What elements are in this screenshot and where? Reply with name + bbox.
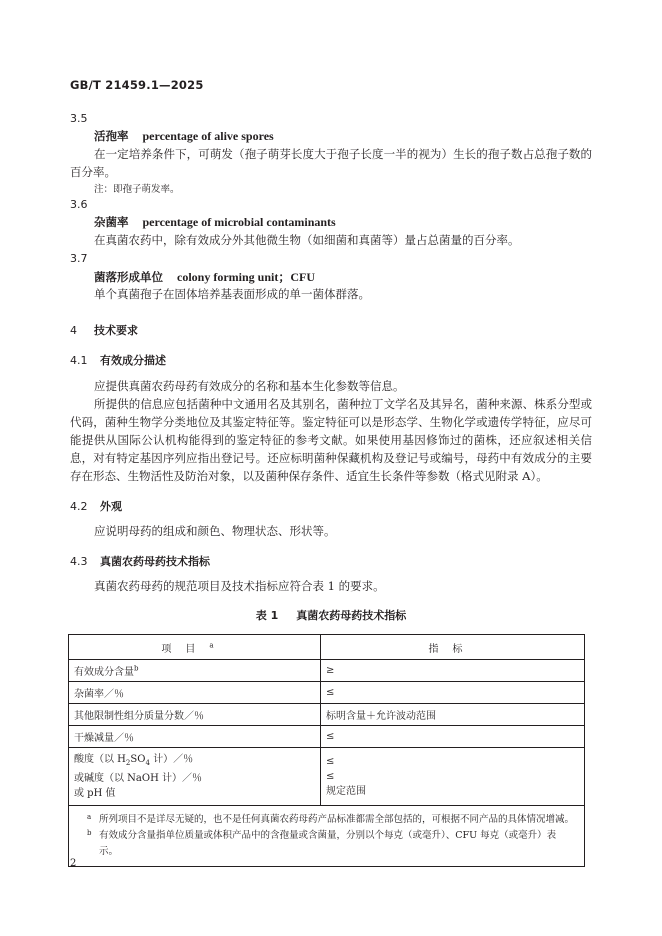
table-number: 表 1 — [255, 609, 279, 622]
header-item: 项目$^a$ — [69, 635, 321, 660]
row-value: ≥ — [321, 660, 585, 682]
table-row — [69, 660, 585, 682]
term-zh: 菌落形成单位 — [94, 270, 163, 284]
table-caption — [0, 607, 662, 623]
term-heading — [94, 268, 315, 285]
row-value: 标明含量＋允许波动范围 — [321, 704, 585, 726]
table-row — [69, 682, 585, 704]
standard-code: GB/T 21459.1—2025 — [70, 78, 204, 92]
footnote: a 所列项目不是详尽无疑的，也不是任何真菌农药母药产品标准都需全部包括的，可根据不同产品的具体情况增减。 — [87, 813, 575, 825]
row-item — [69, 748, 321, 806]
row-item: 干燥减量／％ — [69, 726, 321, 748]
term-number: 3.7 — [70, 252, 88, 265]
table-header-row — [69, 635, 585, 660]
table-row-acidity — [69, 748, 585, 806]
table-title: 真菌农药母药技术指标 — [296, 609, 407, 622]
table-row — [69, 704, 585, 726]
alkalinity-line: 或碱度（以 NaOH 计）／％ — [74, 773, 202, 784]
section-heading — [70, 322, 138, 338]
term-heading — [94, 128, 274, 144]
paragraph: 真菌农药母药的规范项目及技术指标应符合表 1 的要求。 — [94, 579, 385, 593]
term-heading — [94, 214, 336, 230]
row-value: ≤ ≤ 规定范围 — [321, 748, 585, 806]
subsection-number: 4.3 — [70, 555, 88, 568]
section-number: 4 — [70, 324, 77, 337]
footnote: b 有效成分含量指单位质量或体积产品中的含孢量或含菌量，分别以个每克（或毫升）、CFU 每克（或毫升）表示。 — [87, 829, 557, 857]
ph-line: 或 pH 值 — [74, 788, 116, 799]
subsection-title: 真菌农药母药技术指标 — [100, 555, 210, 568]
term-zh: 活孢率 — [94, 129, 129, 143]
term-definition: 在真菌农药中，除有效成分外其他微生物（如细菌和真菌等）量占总菌量的百分率。 — [94, 233, 520, 247]
term-zh: 杂菌率 — [94, 215, 129, 229]
table-footnotes — [69, 806, 585, 867]
paragraph: 应说明母药的组成和颜色、物理状态、形状等。 — [94, 524, 336, 538]
spec-table — [68, 634, 585, 867]
term-number: 3.6 — [70, 198, 88, 211]
term-note: 注：即孢子萌发率。 — [94, 184, 180, 195]
row-value: ≤ — [321, 726, 585, 748]
row-item: 有效成分含量$^b$ — [69, 660, 321, 682]
term-definition: 在一定培养条件下，可萌发（孢子萌芽长度大于孢子长度一半的视为）生长的孢子数占总孢子数的百分率。 — [70, 147, 592, 179]
table-row — [69, 726, 585, 748]
subsection-title: 有效成分描述 — [100, 354, 166, 367]
acidity-line: 酸度（以 $H_2SO_4$ 计）／％ — [74, 754, 194, 767]
term-en: percentage of alive spores — [142, 129, 274, 143]
subsection-heading — [70, 498, 122, 514]
header-index: 指标 — [321, 635, 585, 660]
subsection-title: 外观 — [100, 500, 122, 513]
paragraph: 所提供的信息应包括菌种中文通用名及其别名，菌种拉丁文学名及其异名，菌种来源、株系分型或代码，菌种生物学分类地位及其鉴定特征等。鉴定特征可以是形态学、生物化学或遗传学特征，应尽可能提供从国际公认机构能得到的鉴定特征的参考文献。如果使用基因修饰过的菌株，还应叙述相关信息，对有特定基因序列应指出登记号。还应标明菌种保藏机构及登记号或编号，母药中有效成分的主要存在形态、生物活性及防治对象，以及菌种保存条件、适宜生长条件等参数（格式见附录 A）。 — [70, 397, 592, 483]
row-value: ≤ — [321, 682, 585, 704]
term-en: percentage of microbial contaminants — [142, 215, 336, 229]
subsection-number: 4.2 — [70, 500, 88, 513]
subsection-heading — [70, 352, 166, 368]
term-number: 3.5 — [70, 112, 88, 125]
row-item: 其他限制性组分质量分数／％ — [69, 704, 321, 726]
term-en: colony forming unit；CFU — [177, 270, 316, 284]
subsection-number: 4.1 — [70, 354, 88, 367]
section-title: 技术要求 — [94, 324, 138, 337]
paragraph: 应提供真菌农药母药有效成分的名称和基本生化参数等信息。 — [94, 379, 405, 393]
subsection-heading — [70, 553, 210, 569]
page-number: 2 — [70, 858, 77, 869]
term-definition: 单个真菌孢子在固体培养基表面形成的单一菌体群落。 — [94, 287, 370, 301]
row-item: 杂菌率／％ — [69, 682, 321, 704]
